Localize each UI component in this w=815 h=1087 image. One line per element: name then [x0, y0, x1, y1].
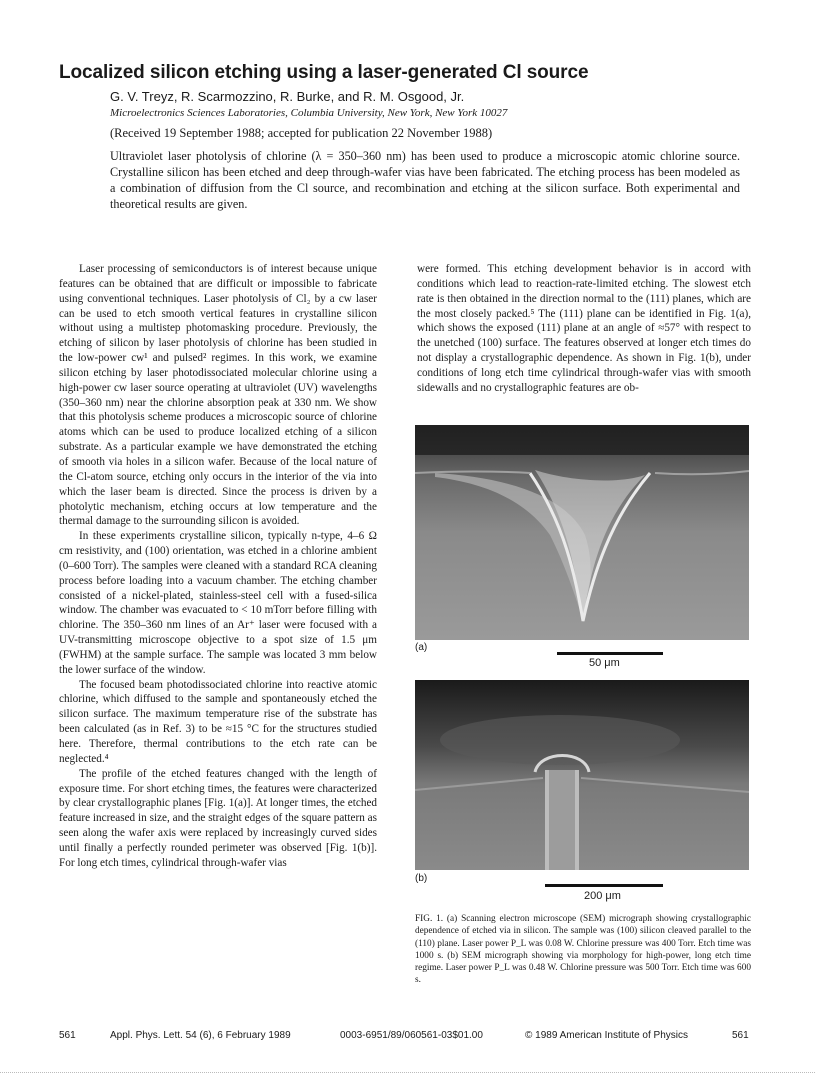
sem-micrograph-a	[415, 425, 749, 640]
scale-label-b: 200 μm	[584, 890, 621, 902]
affiliation: Microelectronics Sciences Laboratories, Columbia University, New York, New York 10027	[110, 107, 508, 119]
body-column-left	[59, 262, 377, 871]
received-dates: (Received 19 September 1988; accepted for publication 22 November 1988)	[110, 126, 493, 140]
page-number-right: 561	[732, 1030, 749, 1041]
article-code: 0003-6951/89/060561-03$01.00	[340, 1030, 483, 1041]
scale-bar-a	[557, 652, 663, 655]
author-list: G. V. Treyz, R. Scarmozzino, R. Burke, and R. M. Osgood, Jr.	[110, 89, 465, 104]
page-number-left: 561	[59, 1030, 76, 1041]
paragraph: were formed. This etching development behavior is in accord with conditions which lead to reaction-rate-limited etching. The slowest etch rate is then obtained in the direction normal to the (111) planes, which are the most closely packed.⁵ The (111) plane can be identified in Fig. 1(a), which shows the exposed (111) plane at an angle of ≈57° with respect to the unetched (100) surface. The features observed at longer etch times do not display a crystallographic dependence. As shown in Fig. 1(b), under conditions of long etch time cylindrical through-wafer vias with smooth sidewalls and no crystallographic features are ob-	[417, 263, 751, 394]
scan-artifact-line	[0, 1072, 815, 1075]
article-title: Localized silicon etching using a laser-generated Cl source	[59, 62, 589, 83]
paragraph: The profile of the etched features changed with the length of exposure time. For short etching times, the features were characterized by clear crystallographic planes [Fig. 1(a)]. At longer times, the etched feature increased in size, and the straight edges of the square pattern as seen along the wafer axis were replaced by increasingly curved sides until finally a perfectly rounded perimeter was observed [Fig. 1(b)]. For long etch times, cylindrical through-wafer vias	[59, 767, 377, 869]
copyright-notice: © 1989 American Institute of Physics	[525, 1030, 689, 1041]
paragraph: In these experiments crystalline silicon, typically n-type, 4–6 Ω cm resistivity, and (100) orientation, was etched in a chlorine ambient (0–600 Torr). The samples were cleaned with a standard RCA cleaning process before loading into a vacuum chamber. The etching chamber consisted of a nickel-plated, stainless-steel cell with a fused-silica window. The chamber was evacuated to < 10 mTorr before filling with chlorine. The 350–360 nm lines of an Ar⁺ laser were focused with a UV-transmitting microscope objective to a spot size of 1.5 μm (FWHM) at the sample surface. The sample was located 3 mm below the lower surface of the window.	[59, 530, 377, 676]
micrograph-b-image	[415, 680, 749, 870]
figure-label-b: (b)	[415, 873, 428, 884]
journal-citation: Appl. Phys. Lett. 54 (6), 6 February 1989	[110, 1030, 291, 1041]
body-column-right	[417, 262, 751, 396]
scale-bar-b	[545, 884, 663, 887]
scale-label-a: 50 μm	[589, 657, 620, 669]
micrograph-a-image	[415, 425, 749, 640]
sem-micrograph-b	[415, 680, 749, 870]
figure-label-a: (a)	[415, 642, 428, 653]
figure-caption: FIG. 1. (a) Scanning electron microscope (SEM) micrograph showing crystallographic dependence of etched via in silicon. The sample was (100) silicon cleaved parallel to the (110) plane. Laser power P_L was 0.08 W. Chlorine pressure was 400 Torr. Etch time was 1000 s. (b) SEM micrograph showing via morphology for high-power, long etch time regime. Laser power P_L was 0.48 W. Chlorine pressure was 500 Torr. Etch time was 600 s.	[415, 914, 751, 986]
paragraph: The focused beam photodissociated chlorine into reactive atomic chlorine, which diffused to the sample and spontaneously etched the silicon surface. The maximum temperature rise of the substrate has been calculated (as in Ref. 3) to be ≈15 °C for the structures studied here. Therefore, thermal contributions to the etch rate can be neglected.⁴	[59, 678, 377, 765]
abstract: Ultraviolet laser photolysis of chlorine (λ = 350–360 nm) has been used to produce a microscopic atomic chlorine source. Crystalline silicon has been etched and deep through-wafer vias have been fabricated. The etching process has been modeled as a combination of diffusion from the Cl source, and recombination and etching at the silicon surface. Both experimental and theoretical results are given.	[110, 149, 740, 211]
paragraph: Laser processing of semiconductors is of interest because unique features can be obtained that are difficult or impossible to fabricate using conventional techniques. Laser photolysis of Cl₂ by a cw laser can be used to etch smooth vertical features in crystalline silicon without using a multistep photomasking procedure. Previously, the etching of silicon by laser photolysis of chlorine has been studied in the low-power cw¹ and pulsed² regimes. In this work, we examine silicon etching by laser photodissociated molecular chlorine using a high-power cw laser source operating at ultraviolet (UV) wavelengths (350–360 nm) near the chlorine absorption peak at 330 nm. We show that this photolysis scheme produces a microscopic source of chlorine atoms which can be used to produce localized etching of a silicon substrate. As a particular example we have demonstrated the etching of smooth via holes in a silicon wafer. Because of the local nature of the Cl-atom source, etching only occurs in the interior of the via into which the laser beam is directed. Since the process is driven by a photolytic mechanism, etching occurs at low temperature and the thermal damage to the surrounding silicon is avoided.	[59, 263, 377, 528]
